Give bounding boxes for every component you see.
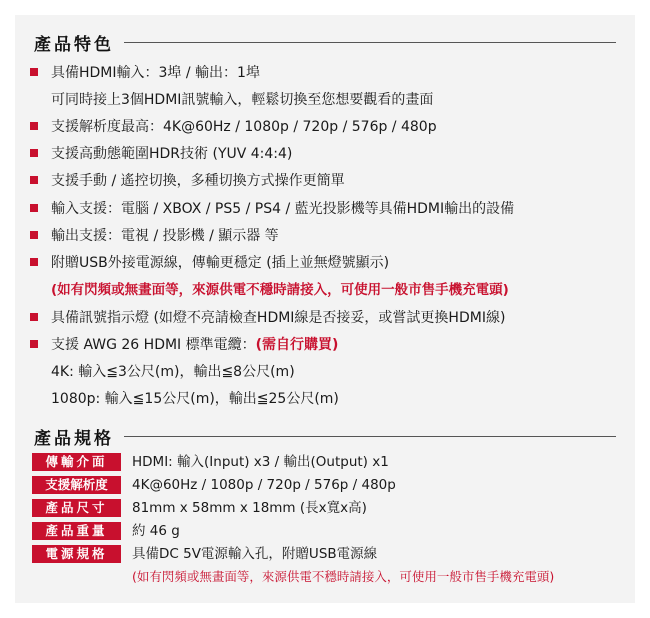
feature-item bbox=[30, 143, 630, 165]
feature-item bbox=[30, 116, 630, 138]
spec-label: 產品尺寸 bbox=[32, 499, 121, 517]
spec-value: 約 46 g bbox=[132, 523, 180, 539]
feature-item bbox=[30, 62, 630, 84]
feature-item bbox=[30, 170, 630, 192]
bullet-icon bbox=[30, 149, 38, 157]
feature-item bbox=[30, 89, 630, 111]
feature-text bbox=[51, 334, 338, 356]
spec-value: HDMI: 輸入(Input) x3 / 輸出(Output) x1 bbox=[132, 454, 389, 470]
feature-text: 支援手動 / 遙控切換，多種切換方式操作更簡單 bbox=[51, 173, 345, 189]
features-divider bbox=[124, 42, 616, 43]
spec-row bbox=[32, 452, 632, 472]
power-note-text: (如有閃頻或無畫面等，來源供電不穩時請接入，可使用一般市售手機充電頭) bbox=[51, 282, 509, 298]
bullet-icon bbox=[30, 340, 38, 348]
features-title: 產品特色 bbox=[34, 34, 114, 55]
spec-label: 電源規格 bbox=[32, 545, 121, 563]
feature-text: 附贈USB外接電源線，傳輸更穩定 (插上並無燈號顯示) bbox=[51, 255, 390, 271]
feature-note bbox=[30, 279, 630, 301]
specs-divider bbox=[124, 436, 616, 437]
bullet-icon bbox=[30, 176, 38, 184]
feature-text: 具備HDMI輸入：3埠 / 輸出：1埠 bbox=[51, 65, 260, 81]
purchase-note: (需自行購買) bbox=[255, 337, 339, 353]
bullet-icon bbox=[30, 68, 38, 76]
spec-row bbox=[32, 498, 632, 518]
specs-title: 產品規格 bbox=[34, 428, 114, 449]
spec-value: 4K@60Hz / 1080p / 720p / 576p / 480p bbox=[132, 477, 396, 493]
feature-text: 支援高動態範圍HDR技術 (YUV 4:4:4) bbox=[51, 146, 293, 162]
spec-label: 傳輸介面 bbox=[32, 453, 121, 471]
bullet-icon bbox=[30, 313, 38, 321]
feature-item bbox=[30, 388, 630, 410]
spec-row bbox=[32, 544, 632, 564]
bullet-icon bbox=[30, 122, 38, 130]
feature-text: 輸入支援：電腦 / XBOX / PS5 / PS4 / 藍光投影機等具備HDMI輸出的設備 bbox=[51, 201, 515, 217]
features-section-header bbox=[34, 30, 616, 54]
bullet-icon bbox=[30, 204, 38, 212]
feature-text: 可同時接上3個HDMI訊號輸入，輕鬆切換至您想要觀看的畫面 bbox=[51, 92, 434, 108]
bullet-icon bbox=[30, 231, 38, 239]
feature-item bbox=[30, 307, 630, 329]
cable-spec-text: 支援 AWG 26 HDMI 標準電纜： bbox=[51, 337, 256, 353]
spec-row bbox=[32, 475, 632, 495]
feature-text: 4K: 輸入≦3公尺(m)，輸出≦8公尺(m) bbox=[51, 364, 295, 380]
specs-section-header bbox=[34, 424, 616, 448]
spec-value: 具備DC 5V電源輸入孔，附贈USB電源線 bbox=[132, 546, 378, 562]
feature-item bbox=[30, 252, 630, 274]
power-spec-note: (如有閃頻或無畫面等，來源供電不穩時請接入，可使用一般市售手機充電頭) bbox=[132, 569, 555, 584]
spec-value: 81mm x 58mm x 18mm (長x寬x高) bbox=[132, 500, 367, 516]
feature-text: 具備訊號指示燈 (如燈不亮請檢查HDMI線是否接妥，或嘗試更換HDMI線) bbox=[51, 310, 506, 326]
feature-text: 支援解析度最高：4K@60Hz / 1080p / 720p / 576p / 480p bbox=[51, 119, 437, 135]
bullet-icon bbox=[30, 258, 38, 266]
spec-row bbox=[32, 521, 632, 541]
product-info-panel bbox=[15, 15, 635, 603]
feature-text: 1080p: 輸入≦15公尺(m)，輸出≦25公尺(m) bbox=[51, 391, 339, 407]
feature-item bbox=[30, 361, 630, 383]
feature-item bbox=[30, 198, 630, 220]
spec-label: 支援解析度 bbox=[32, 476, 121, 494]
spec-label: 產品重量 bbox=[32, 522, 121, 540]
feature-text: 輸出支援：電視 / 投影機 / 顯示器 等 bbox=[51, 228, 279, 244]
feature-item bbox=[30, 225, 630, 247]
feature-item bbox=[30, 334, 630, 356]
